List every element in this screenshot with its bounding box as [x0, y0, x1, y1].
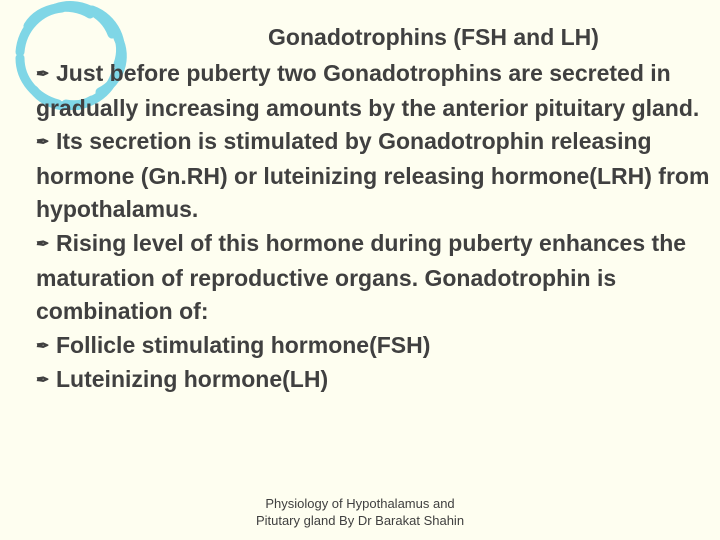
paragraph-text: Luteinizing hormone(LH) — [56, 366, 329, 393]
bullet-paragraph-rising-level — [22, 227, 712, 329]
slide-footer: Physiology of Hypothalamus and Pitutary gland By Dr Barakat Shahin — [255, 496, 465, 528]
pen-bullet-icon: ✒ — [36, 134, 50, 152]
bullet-paragraph-puberty — [22, 57, 712, 125]
bullet-paragraph-secretion — [22, 125, 712, 227]
paragraph-text: Follicle stimulating hormone(FSH) — [56, 331, 431, 358]
bullet-paragraph-fsh — [22, 329, 712, 364]
paragraph-text: Rising level of this hormone during puberty enhances the maturation of reproductive organs. Gonadotrophin is combination of: — [36, 229, 687, 325]
slide-title: Gonadotrophins (FSH and LH) — [268, 24, 599, 50]
paragraph-text: Its secretion is stimulated by Gonadotrophin releasing hormone (Gn.RH) or luteinizing releasing hormone(LRH) from hypothalamus. — [36, 128, 710, 223]
pen-bullet-icon: ✒ — [36, 337, 50, 355]
slide-body — [22, 57, 712, 398]
bullet-paragraph-lh — [22, 363, 712, 398]
pen-bullet-icon: ✒ — [36, 235, 50, 253]
paragraph-text: Just before puberty two Gonadotrophins are secreted in gradually increasing amounts by the anterior pituitary gland. — [36, 60, 700, 121]
pen-bullet-icon: ✒ — [36, 372, 50, 390]
pen-bullet-icon: ✒ — [36, 66, 50, 83]
